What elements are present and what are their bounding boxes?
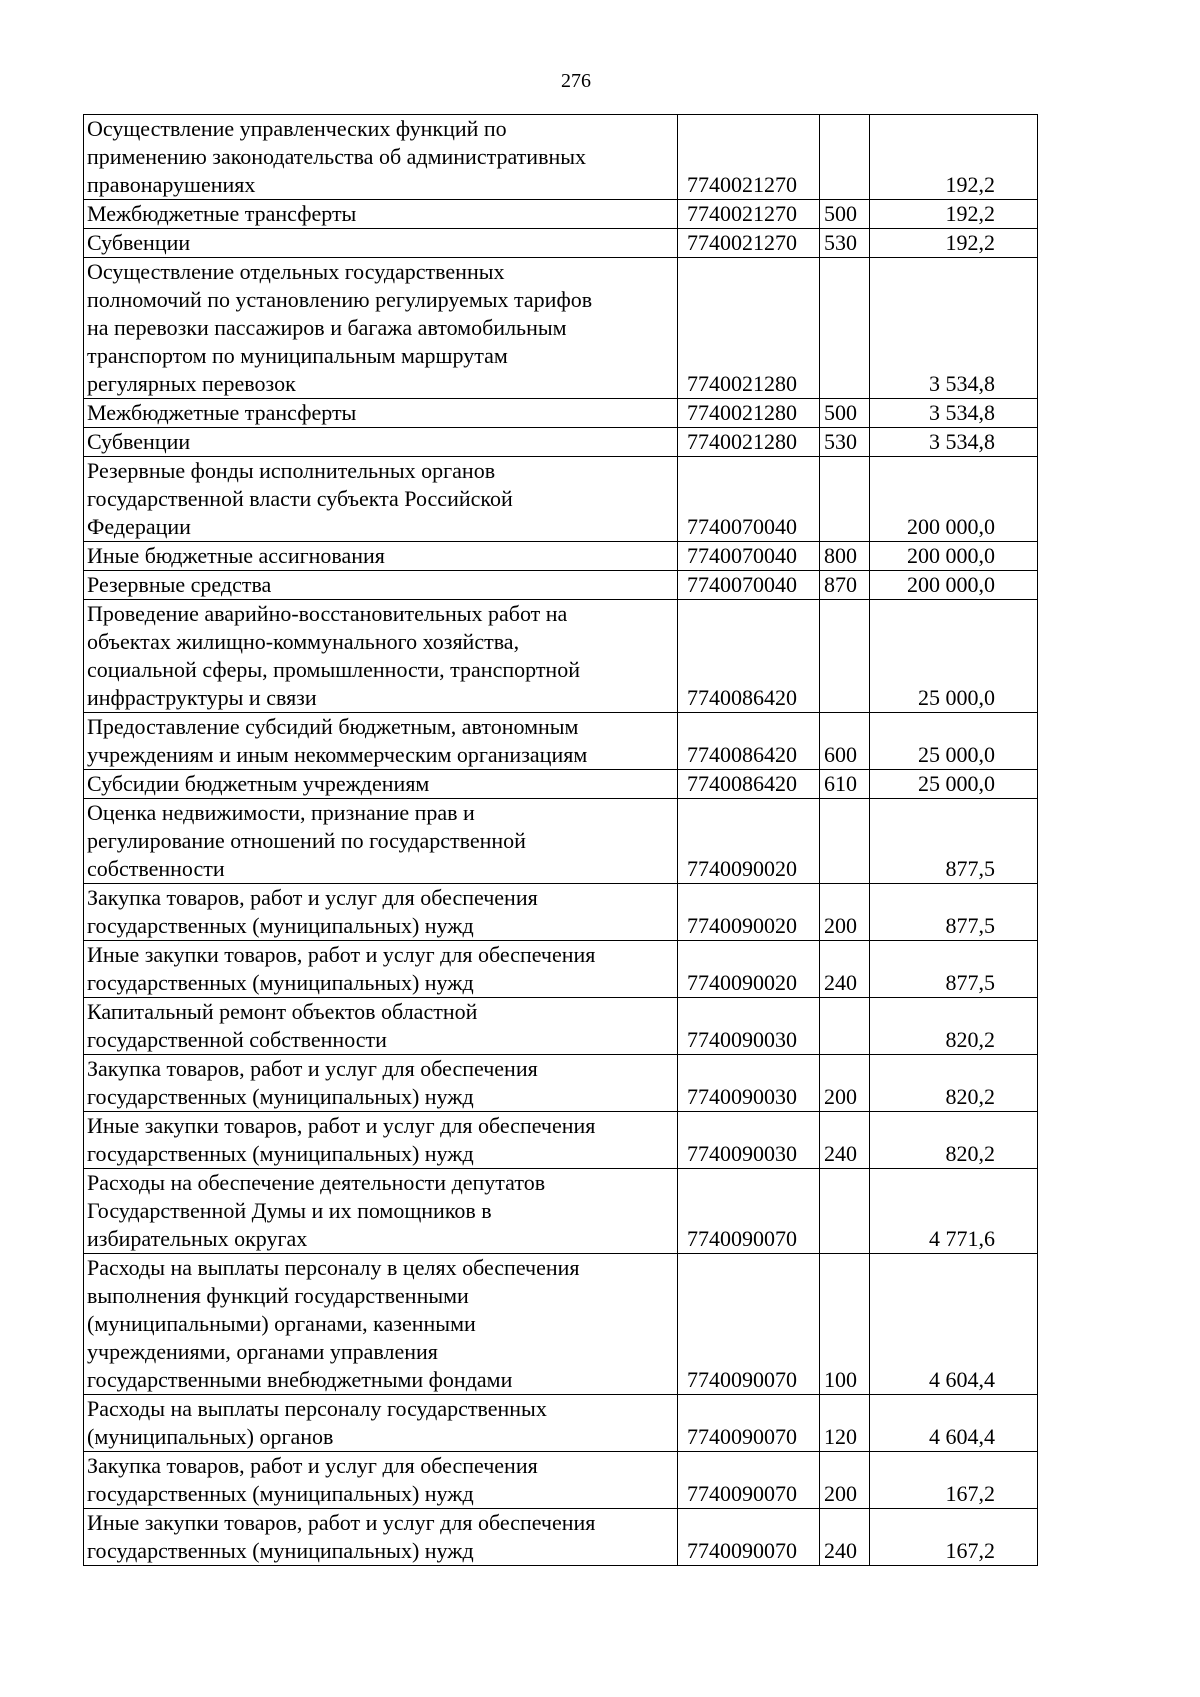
target-article-code-cell: 7740090070 <box>678 1452 820 1509</box>
expense-name-line: (муниципальных) органов <box>87 1424 334 1449</box>
expense-name-line: государственных (муниципальных) нужд <box>87 1141 474 1166</box>
page-number: 276 <box>561 70 591 92</box>
expense-name-cell <box>84 1055 678 1112</box>
table-row <box>84 941 1038 998</box>
table-row <box>84 542 1038 571</box>
target-article-code-cell: 7740021270 <box>678 229 820 258</box>
amount-cell: 200 000,0 <box>870 571 1038 600</box>
expense-name-line: избирательных округах <box>87 1226 308 1251</box>
target-article-code-cell: 7740090070 <box>678 1509 820 1566</box>
expense-name-cell <box>84 571 678 600</box>
expense-name-line: Оценка недвижимости, признание прав и <box>87 800 475 825</box>
table-row <box>84 229 1038 258</box>
amount-cell: 200 000,0 <box>870 457 1038 542</box>
expense-type-code-cell: 240 <box>820 1112 870 1169</box>
target-article-code-cell: 7740021270 <box>678 200 820 229</box>
expense-name-line: государственных (муниципальных) нужд <box>87 970 474 995</box>
expense-name-cell <box>84 713 678 770</box>
amount-cell: 3 534,8 <box>870 399 1038 428</box>
target-article-code-cell: 7740090020 <box>678 941 820 998</box>
amount-cell: 877,5 <box>870 884 1038 941</box>
target-article-code-cell: 7740070040 <box>678 571 820 600</box>
expense-name-line: полномочий по установлению регулируемых тарифов <box>87 287 593 312</box>
table-row <box>84 1452 1038 1509</box>
table-row <box>84 1169 1038 1254</box>
expense-type-code-cell: 500 <box>820 200 870 229</box>
table-row <box>84 713 1038 770</box>
expense-name-line: Субсидии бюджетным учреждениям <box>87 771 430 796</box>
table-row <box>84 1055 1038 1112</box>
expense-name-line: Иные закупки товаров, работ и услуг для обеспечения <box>87 1510 596 1535</box>
amount-cell: 192,2 <box>870 200 1038 229</box>
amount-cell: 200 000,0 <box>870 542 1038 571</box>
expense-name-line: Капитальный ремонт объектов областной <box>87 999 478 1024</box>
expense-type-code-cell: 100 <box>820 1254 870 1395</box>
target-article-code-cell: 7740086420 <box>678 770 820 799</box>
amount-cell: 25 000,0 <box>870 713 1038 770</box>
table-row <box>84 428 1038 457</box>
expense-name-line: Закупка товаров, работ и услуг для обеспечения <box>87 1453 538 1478</box>
target-article-code-cell: 7740090020 <box>678 884 820 941</box>
table-row <box>84 200 1038 229</box>
expense-name-cell <box>84 229 678 258</box>
expense-name-line: Резервные средства <box>87 572 272 597</box>
expense-name-line: на перевозки пассажиров и багажа автомобильным <box>87 315 567 340</box>
expense-name-line: государственной собственности <box>87 1027 387 1052</box>
table-row <box>84 399 1038 428</box>
table-row <box>84 600 1038 713</box>
amount-cell: 167,2 <box>870 1452 1038 1509</box>
amount-cell: 25 000,0 <box>870 770 1038 799</box>
expense-name-line: выполнения функций государственными <box>87 1283 469 1308</box>
expense-name-line: учреждениями, органами управления <box>87 1339 438 1364</box>
expense-name-line: Предоставление субсидий бюджетным, автономным <box>87 714 579 739</box>
amount-cell: 820,2 <box>870 1112 1038 1169</box>
expense-type-code-cell: 200 <box>820 1452 870 1509</box>
table-row <box>84 1112 1038 1169</box>
amount-cell: 4 771,6 <box>870 1169 1038 1254</box>
expense-name-line: государственных (муниципальных) нужд <box>87 1084 474 1109</box>
expense-name-cell <box>84 1169 678 1254</box>
expense-name-line: Закупка товаров, работ и услуг для обеспечения <box>87 1056 538 1081</box>
expense-name-line: (муниципальными) органами, казенными <box>87 1311 476 1336</box>
expense-name-line: государственной власти субъекта Российской <box>87 486 513 511</box>
table-row <box>84 998 1038 1055</box>
expense-type-code-cell: 800 <box>820 542 870 571</box>
expense-name-line: Государственной Думы и их помощников в <box>87 1198 492 1223</box>
expense-name-cell <box>84 399 678 428</box>
expense-type-code-cell: 870 <box>820 571 870 600</box>
expense-name-line: социальной сферы, промышленности, транспортной <box>87 657 580 682</box>
expense-name-line: Осуществление управленческих функций по <box>87 116 507 141</box>
amount-cell: 192,2 <box>870 115 1038 200</box>
table-row <box>84 457 1038 542</box>
expense-name-line: Иные закупки товаров, работ и услуг для обеспечения <box>87 1113 596 1138</box>
amount-cell: 3 534,8 <box>870 428 1038 457</box>
expense-type-code-cell: 240 <box>820 941 870 998</box>
expense-name-cell <box>84 115 678 200</box>
expense-type-code-cell <box>820 457 870 542</box>
expense-type-code-cell: 240 <box>820 1509 870 1566</box>
expense-name-cell <box>84 258 678 399</box>
expense-name-cell <box>84 1452 678 1509</box>
expense-name-cell <box>84 600 678 713</box>
expense-name-line: Расходы на обеспечение деятельности депутатов <box>87 1170 546 1195</box>
amount-cell: 4 604,4 <box>870 1254 1038 1395</box>
amount-cell: 25 000,0 <box>870 600 1038 713</box>
expense-type-code-cell: 200 <box>820 884 870 941</box>
expense-name-cell <box>84 884 678 941</box>
expense-name-line: правонарушениях <box>87 172 256 197</box>
expense-type-code-cell <box>820 799 870 884</box>
expense-name-line: государственных (муниципальных) нужд <box>87 1538 474 1563</box>
amount-cell: 3 534,8 <box>870 258 1038 399</box>
budget-table-body <box>84 115 1038 1566</box>
expense-name-line: Закупка товаров, работ и услуг для обеспечения <box>87 885 538 910</box>
expense-type-code-cell: 600 <box>820 713 870 770</box>
expense-name-line: государственных (муниципальных) нужд <box>87 913 474 938</box>
target-article-code-cell: 7740090030 <box>678 998 820 1055</box>
amount-cell: 877,5 <box>870 799 1038 884</box>
expense-type-code-cell <box>820 115 870 200</box>
expense-name-cell <box>84 457 678 542</box>
amount-cell: 820,2 <box>870 998 1038 1055</box>
target-article-code-cell: 7740070040 <box>678 542 820 571</box>
expense-name-cell <box>84 998 678 1055</box>
expense-name-line: Расходы на выплаты персоналу в целях обеспечения <box>87 1255 580 1280</box>
expense-name-cell <box>84 799 678 884</box>
expense-name-line: инфраструктуры и связи <box>87 685 317 710</box>
target-article-code-cell: 7740021280 <box>678 428 820 457</box>
expense-name-line: Резервные фонды исполнительных органов <box>87 458 496 483</box>
expense-name-line: собственности <box>87 856 225 881</box>
expense-name-line: Федерации <box>87 514 191 539</box>
expense-name-line: регулирование отношений по государственной <box>87 828 526 853</box>
expense-type-code-cell: 530 <box>820 229 870 258</box>
table-row <box>84 884 1038 941</box>
amount-cell: 192,2 <box>870 229 1038 258</box>
expense-type-code-cell: 500 <box>820 399 870 428</box>
expense-name-cell <box>84 941 678 998</box>
expense-type-code-cell: 610 <box>820 770 870 799</box>
target-article-code-cell: 7740070040 <box>678 457 820 542</box>
amount-cell: 4 604,4 <box>870 1395 1038 1452</box>
expense-name-cell <box>84 770 678 799</box>
expense-name-line: Осуществление отдельных государственных <box>87 259 505 284</box>
expense-name-cell <box>84 1395 678 1452</box>
expense-type-code-cell: 200 <box>820 1055 870 1112</box>
expense-name-line: транспортом по муниципальным маршрутам <box>87 343 508 368</box>
table-row <box>84 1254 1038 1395</box>
expense-name-cell <box>84 1254 678 1395</box>
expense-name-cell <box>84 428 678 457</box>
target-article-code-cell: 7740090070 <box>678 1169 820 1254</box>
table-row <box>84 799 1038 884</box>
budget-table <box>83 114 1038 1566</box>
expense-name-line: Субвенции <box>87 429 191 454</box>
expense-name-cell <box>84 1112 678 1169</box>
expense-name-line: Проведение аварийно-восстановительных работ на <box>87 601 568 626</box>
expense-type-code-cell: 530 <box>820 428 870 457</box>
target-article-code-cell: 7740090070 <box>678 1254 820 1395</box>
expense-type-code-cell <box>820 998 870 1055</box>
expense-name-line: Иные закупки товаров, работ и услуг для обеспечения <box>87 942 596 967</box>
expense-type-code-cell: 120 <box>820 1395 870 1452</box>
table-row <box>84 1509 1038 1566</box>
expense-name-line: Межбюджетные трансферты <box>87 400 357 425</box>
expense-name-line: Межбюджетные трансферты <box>87 201 357 226</box>
expense-name-line: государственных (муниципальных) нужд <box>87 1481 474 1506</box>
target-article-code-cell: 7740090020 <box>678 799 820 884</box>
expense-name-line: объектах жилищно-коммунального хозяйства, <box>87 629 520 654</box>
amount-cell: 167,2 <box>870 1509 1038 1566</box>
expense-name-line: Расходы на выплаты персоналу государственных <box>87 1396 547 1421</box>
amount-cell: 877,5 <box>870 941 1038 998</box>
target-article-code-cell: 7740021280 <box>678 399 820 428</box>
expense-name-line: Иные бюджетные ассигнования <box>87 543 385 568</box>
expense-name-cell <box>84 1509 678 1566</box>
target-article-code-cell: 7740086420 <box>678 713 820 770</box>
expense-name-cell <box>84 200 678 229</box>
table-row <box>84 770 1038 799</box>
target-article-code-cell: 7740090070 <box>678 1395 820 1452</box>
target-article-code-cell: 7740021270 <box>678 115 820 200</box>
target-article-code-cell: 7740021280 <box>678 258 820 399</box>
expense-type-code-cell <box>820 1169 870 1254</box>
expense-type-code-cell <box>820 258 870 399</box>
expense-name-line: учреждениям и иным некоммерческим организациям <box>87 742 588 767</box>
target-article-code-cell: 7740086420 <box>678 600 820 713</box>
target-article-code-cell: 7740090030 <box>678 1112 820 1169</box>
expense-name-cell <box>84 542 678 571</box>
table-row <box>84 258 1038 399</box>
expense-name-line: регулярных перевозок <box>87 371 296 396</box>
expense-type-code-cell <box>820 600 870 713</box>
table-row <box>84 571 1038 600</box>
table-row <box>84 1395 1038 1452</box>
expense-name-line: применению законодательства об административных <box>87 144 587 169</box>
target-article-code-cell: 7740090030 <box>678 1055 820 1112</box>
expense-name-line: Субвенции <box>87 230 191 255</box>
amount-cell: 820,2 <box>870 1055 1038 1112</box>
table-row <box>84 115 1038 200</box>
expense-name-line: государственными внебюджетными фондами <box>87 1367 513 1392</box>
